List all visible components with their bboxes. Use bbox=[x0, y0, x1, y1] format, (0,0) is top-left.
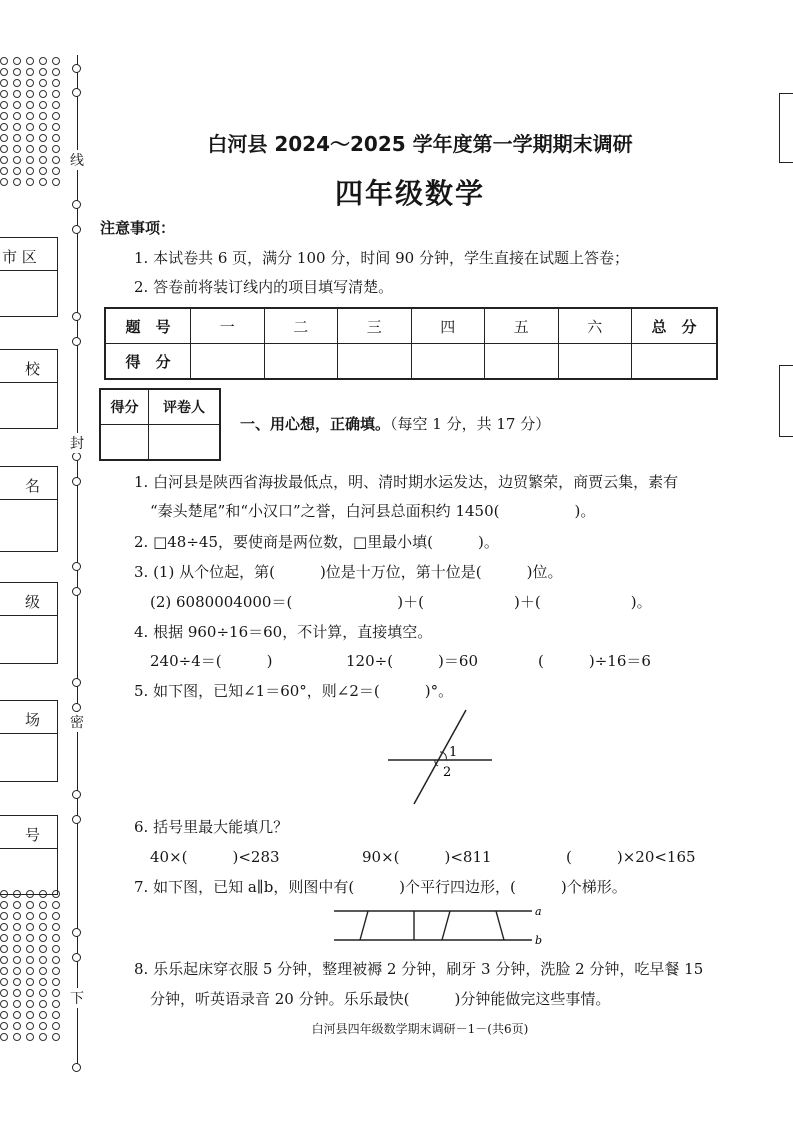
subject-title: 四年级数学 bbox=[334, 177, 485, 210]
binding-char-mi: 密 bbox=[66, 712, 88, 732]
score-table-header-row bbox=[105, 308, 717, 344]
notice-item: 2. 答卷前将装订线内的项目填写清楚。 bbox=[134, 278, 394, 296]
section-note: （每空 1 分，共 17 分） bbox=[390, 415, 551, 433]
segment bbox=[442, 911, 450, 940]
angle-2-label: 2 bbox=[443, 765, 452, 780]
label-b: b bbox=[535, 934, 543, 947]
binding-char-xian: 线 bbox=[66, 150, 88, 170]
segment bbox=[360, 911, 368, 940]
grader-name-label: 评卷人 bbox=[148, 389, 220, 425]
binding-dot bbox=[72, 1063, 81, 1072]
field-name-label: 名 bbox=[24, 477, 40, 495]
grader-box bbox=[99, 388, 221, 461]
score-cell[interactable] bbox=[338, 344, 412, 380]
field-seat-number-label: 号 bbox=[24, 826, 40, 844]
binding-dot bbox=[72, 312, 81, 321]
binding-dot bbox=[72, 815, 81, 824]
question-1-line-2: “秦头楚尾”和“小汉口”之誉，白河县总面积约 1450( )。 bbox=[150, 502, 596, 520]
question-2: 2. □48÷45，要使商是两位数，□里最小填( )。 bbox=[134, 533, 499, 551]
exam-title: 白河县 2024～2025 学年度第一学期期末调研 bbox=[207, 132, 633, 156]
score-cell[interactable] bbox=[558, 344, 632, 380]
binding-dot bbox=[72, 337, 81, 346]
binding-dot bbox=[72, 562, 81, 571]
question-8-line-2: 分钟，听英语录音 20 分钟。乐乐最快( )分钟能做完这些事情。 bbox=[150, 990, 611, 1008]
binding-dot bbox=[72, 64, 81, 73]
binding-holes-bottom bbox=[0, 890, 62, 1041]
question-6: 6. 括号里最大能填几？ bbox=[134, 818, 289, 836]
grader-score-cell[interactable] bbox=[100, 425, 148, 461]
score-header-cell: 题 号 bbox=[105, 308, 191, 344]
next-page-edge-box bbox=[779, 93, 793, 163]
score-header-cell: 五 bbox=[485, 308, 559, 344]
question-1-line-1: 1. 白河县是陕西省海拔最低点，明、清时期水运发达，边贸繁荣，商贾云集，素有 bbox=[134, 473, 679, 491]
question-4-c: ( )÷16＝6 bbox=[538, 652, 651, 670]
binding-dot bbox=[72, 225, 81, 234]
score-row-label: 得 分 bbox=[105, 344, 191, 380]
score-cell[interactable] bbox=[191, 344, 265, 380]
field-city-district[interactable] bbox=[0, 237, 58, 317]
next-page-edge-box bbox=[779, 365, 793, 437]
binding-dot bbox=[72, 678, 81, 687]
question-4-a: 240÷4＝( ) bbox=[150, 652, 273, 670]
score-table bbox=[104, 307, 718, 380]
score-cell[interactable] bbox=[264, 344, 338, 380]
angle-1-label: 1 bbox=[449, 745, 458, 760]
score-header-cell: 一 bbox=[191, 308, 265, 344]
field-name[interactable] bbox=[0, 466, 58, 552]
question-4-b: 120÷( )＝60 bbox=[346, 652, 478, 670]
score-cell[interactable] bbox=[632, 344, 718, 380]
binding-holes-top bbox=[0, 57, 62, 186]
field-exam-room-label: 场 bbox=[24, 711, 40, 729]
notice-item: 1. 本试卷共 6 页，满分 100 分，时间 90 分钟，学生直接在试题上答卷； bbox=[134, 249, 629, 267]
score-header-cell: 四 bbox=[411, 308, 485, 344]
field-class-label: 级 bbox=[24, 593, 40, 611]
score-cell[interactable] bbox=[411, 344, 485, 380]
question-6-a: 40×( )<283 bbox=[150, 848, 280, 866]
binding-dot bbox=[72, 477, 81, 486]
question-3-part-2: (2) 6080004000＝( )＋( )＋( )。 bbox=[150, 593, 652, 611]
field-school-label: 校 bbox=[24, 360, 40, 378]
field-city-district-label: 市 区 bbox=[2, 248, 37, 266]
binding-char-xia: 下 bbox=[66, 988, 88, 1008]
page-footer: 白河县四年级数学期末调研－1－(共6页) bbox=[311, 1022, 529, 1036]
binding-dot bbox=[72, 200, 81, 209]
field-school[interactable] bbox=[0, 349, 58, 429]
notice-heading: 注意事项： bbox=[100, 219, 176, 237]
score-table-score-row bbox=[105, 344, 717, 380]
question-4: 4. 根据 960÷16＝60，不计算，直接填空。 bbox=[134, 623, 433, 641]
grader-name-cell[interactable] bbox=[148, 425, 220, 461]
binding-dot bbox=[72, 703, 81, 712]
question-3-part-1: 3. (1) 从个位起，第( )位是十万位，第十位是( )位。 bbox=[134, 563, 563, 581]
field-exam-room[interactable] bbox=[0, 700, 58, 782]
field-seat-number[interactable] bbox=[0, 815, 58, 895]
section-heading bbox=[240, 413, 550, 434]
section-title: 一、用心想，正确填。 bbox=[240, 415, 391, 433]
field-class[interactable] bbox=[0, 582, 58, 664]
parallel-lines-figure bbox=[330, 902, 550, 948]
question-7: 7. 如下图，已知 a∥b，则图中有( )个平行四边形，( )个梯形。 bbox=[134, 878, 627, 896]
score-header-cell: 六 bbox=[558, 308, 632, 344]
binding-dot bbox=[72, 587, 81, 596]
angle-figure bbox=[380, 706, 510, 808]
segment bbox=[496, 911, 504, 940]
question-5: 5. 如下图，已知∠1＝60°，则∠2＝( )°。 bbox=[134, 682, 454, 700]
binding-char-feng: 封 bbox=[66, 433, 88, 453]
score-header-cell: 三 bbox=[338, 308, 412, 344]
score-cell[interactable] bbox=[485, 344, 559, 380]
binding-dot bbox=[72, 88, 81, 97]
question-6-b: 90×( )<811 bbox=[362, 848, 492, 866]
binding-dot bbox=[72, 953, 81, 962]
label-a: a bbox=[535, 905, 542, 918]
binding-dot bbox=[72, 928, 81, 937]
score-header-cell: 总 分 bbox=[632, 308, 718, 344]
score-header-cell: 二 bbox=[264, 308, 338, 344]
angle-figure-transversal bbox=[414, 710, 466, 804]
question-6-c: ( )×20<165 bbox=[566, 848, 696, 866]
question-8-line-1: 8. 乐乐起床穿衣服 5 分钟，整理被褥 2 分钟，刷牙 3 分钟，洗脸 2 分钟，吃早餐 15 bbox=[134, 960, 704, 978]
binding-dot bbox=[72, 790, 81, 799]
grader-score-label: 得分 bbox=[100, 389, 148, 425]
binding-dot bbox=[72, 452, 81, 461]
